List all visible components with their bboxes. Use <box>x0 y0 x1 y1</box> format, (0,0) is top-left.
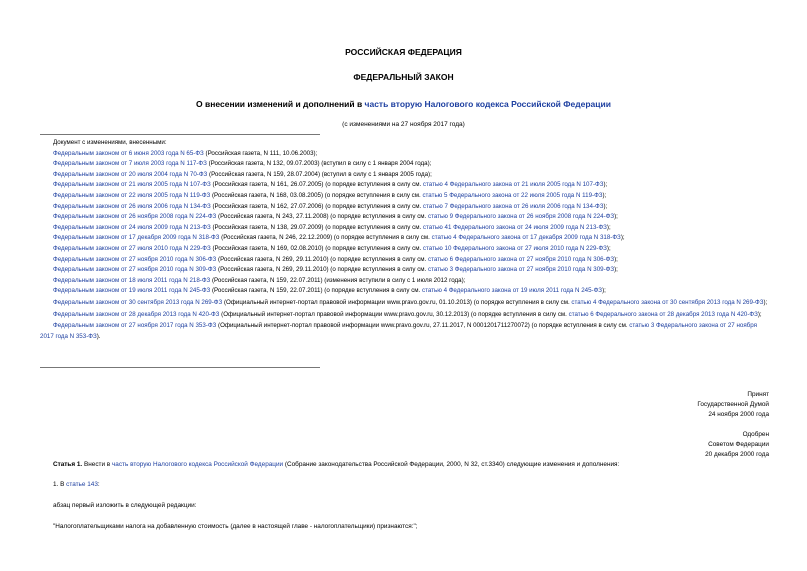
amendment-item <box>40 202 770 213</box>
amendment-article-link[interactable]: статью 6 Федерального закона от 28 декабря 2013 года N 420-ФЗ <box>568 310 758 318</box>
revision-note: (с изменениями на 27 ноября 2017 года) <box>342 121 465 128</box>
amendment-article-link[interactable]: статью 3 Федерального закона от 27 ноября 2010 года N 309-ФЗ <box>428 266 615 274</box>
article-1 <box>40 461 780 468</box>
amendment-item <box>40 212 770 223</box>
amendment-text: ); <box>614 266 618 274</box>
adoption-line: 24 ноября 2000 года <box>708 411 769 418</box>
amendment-item <box>40 265 770 276</box>
amendment-text: ); <box>603 202 608 210</box>
amendment-item <box>40 170 770 181</box>
amendment-item <box>40 321 770 342</box>
amendment-text: ); <box>614 213 618 221</box>
amendment-law-link[interactable]: Федеральным законом от 27 июля 2010 года N 229-ФЗ <box>53 244 211 252</box>
amendment-text: (Российская газета, N 168, 03.08.2005) (о порядке вступления в силу см. <box>210 191 423 199</box>
amendment-text: ). <box>96 332 101 340</box>
paragraph <box>40 502 780 509</box>
amendment-law-link[interactable]: Федеральным законом от 17 декабря 2009 года N 318-ФЗ <box>53 234 220 242</box>
law-type-heading: ФЕДЕРАЛЬНЫЙ ЗАКОН <box>353 72 454 82</box>
amendment-law-link[interactable]: Федеральным законом от 6 июня 2003 года N 65-ФЗ <box>53 149 204 157</box>
amendment-text: ); <box>602 191 607 199</box>
article-label: Статья 1. <box>53 461 83 468</box>
adoption-line: Одобрен <box>742 431 769 438</box>
adoption-council <box>569 430 769 460</box>
amendment-law-link[interactable]: Федеральным законом от 18 июля 2011 года N 218-ФЗ <box>53 276 211 284</box>
amendment-law-link[interactable]: Федеральным законом от 27 ноября 2010 года N 309-ФЗ <box>53 266 217 274</box>
amendments-list <box>40 138 770 342</box>
amendment-item <box>40 276 770 287</box>
amendment-text: (Российская газета, N 246, 22.12.2009) (о порядке вступления в силу см. <box>219 234 432 242</box>
amendment-law-link[interactable]: Федеральным законом от 21 июля 2005 года N 107-ФЗ <box>53 181 211 189</box>
amendment-text: (Российская газета, N 161, 26.07.2005) (о порядке вступления в силу см. <box>210 181 423 189</box>
amendment-text: (Российская газета, N 269, 29.11.2010) (о порядке вступления в силу см. <box>216 255 428 263</box>
amendment-law-link[interactable]: Федеральным законом от 26 ноября 2008 года N 224-ФЗ <box>53 213 217 221</box>
amendment-text: ); <box>602 287 606 295</box>
amendment-item <box>40 149 770 160</box>
amendment-text: (Российская газета, N 159, 22.07.2011) (о порядке вступления в силу см. <box>210 287 422 295</box>
amendment-text: (Российская газета, N 132, 09.07.2003) (вступил в силу с 1 января 2004 года); <box>206 160 432 168</box>
amendment-item <box>40 223 770 234</box>
adoption-line: 20 декабря 2000 года <box>705 451 769 458</box>
amendment-item <box>40 191 770 202</box>
amendment-law-link[interactable]: Федеральным законом от 30 сентября 2013 года N 269-ФЗ <box>53 298 223 306</box>
amendment-law-link[interactable]: Федеральным законом от 20 июля 2004 года N 70-ФЗ <box>53 170 208 178</box>
quote <box>40 523 780 530</box>
top-divider <box>40 134 320 135</box>
title-prefix: О внесении изменений и дополнений в <box>196 99 365 109</box>
amendment-article-link[interactable]: статью 10 Федерального закона от 27 июля 2010 года N 229-ФЗ <box>422 244 607 252</box>
adoption-line: Советом Федерации <box>708 441 769 448</box>
item-text: : <box>97 481 100 488</box>
amendment-law-link[interactable]: Федеральным законом от 28 декабря 2013 года N 420-ФЗ <box>53 310 220 318</box>
amendment-article-link[interactable]: статью 3 Федерального закона от 27 ноября 2017 года N 353-ФЗ <box>40 322 757 340</box>
amendment-text: ); <box>614 255 618 263</box>
amendment-article-link[interactable]: статью 5 Федерального закона от 22 июля 2005 года N 119-ФЗ <box>422 191 603 199</box>
amendment-article-link[interactable]: статью 4 Федерального закона от 17 декабря 2009 года N 318-ФЗ <box>431 234 621 242</box>
amendment-text: ); <box>763 298 768 306</box>
amendment-text: (Официальный интернет-портал правовой информации www.pravo.gov.ru, 27.11.2017, N 0001201711270072) (о порядке вступления в силу см. <box>216 322 630 330</box>
amendment-text: (Российская газета, N 138, 29.07.2009) (о порядке вступления в силу см. <box>210 223 423 231</box>
amendment-text: (Российская газета, N 159, 22.07.2011) (изменения вступили в силу с 1 июля 2012 года); <box>210 276 466 284</box>
amendment-law-link[interactable]: Федеральным законом от 27 ноября 2017 года N 353-ФЗ <box>53 322 217 330</box>
amendment-text: ); <box>606 244 611 252</box>
amendment-text: (Российская газета, N 269, 29.11.2010) (о порядке вступления в силу см. <box>216 266 428 274</box>
amendment-text: (Российская газета, N 111, 10.06.2003); <box>203 149 318 157</box>
item-1 <box>40 481 780 488</box>
amendment-law-link[interactable]: Федеральным законом от 24 июля 2009 года N 213-ФЗ <box>53 223 211 231</box>
paragraph-text: абзац первый изложить в следующей редакции: <box>53 502 197 509</box>
amendment-article-link[interactable]: статью 7 Федерального закона от 26 июля 2006 года N 134-ФЗ <box>422 202 604 210</box>
article-text: Внести в <box>82 461 112 468</box>
article-link[interactable]: часть вторую Налогового кодекса Российской Федерации <box>111 461 284 468</box>
amendments-intro: Документ с изменениями, внесенными: <box>53 139 167 146</box>
amendment-text: (Российская газета, N 159, 28.07.2004) (вступил в силу с 1 января 2005 года); <box>207 170 432 178</box>
adoption-line: Государственной Думой <box>697 401 769 408</box>
amendment-article-link[interactable]: статью 4 Федерального закона от 21 июля 2005 года N 107-ФЗ <box>422 181 604 189</box>
amendment-law-link[interactable]: Федеральным законом от 22 июля 2005 года N 119-ФЗ <box>53 191 211 199</box>
document-title <box>0 99 807 109</box>
amendment-law-link[interactable]: Федеральным законом от 19 июля 2011 года N 245-ФЗ <box>53 287 211 295</box>
bottom-divider <box>40 367 320 368</box>
country-heading: РОССИЙСКАЯ ФЕДЕРАЦИЯ <box>345 47 462 57</box>
amendment-item <box>40 180 770 191</box>
amendment-law-link[interactable]: Федеральным законом от 26 июля 2006 года N 134-ФЗ <box>53 202 211 210</box>
amendment-article-link[interactable]: статью 4 Федерального закона от 30 сентября 2013 года N 269-ФЗ <box>571 298 764 306</box>
amendment-item <box>40 255 770 266</box>
title-link[interactable]: часть вторую Налогового кодекса Российской Федерации <box>364 99 611 109</box>
article-text: (Собрание законодательства Российской Федерации, 2000, N 32, ст.3340) следующие изменения и дополнения: <box>283 461 620 468</box>
amendment-law-link[interactable]: Федеральным законом от 7 июля 2003 года N 117-ФЗ <box>53 160 207 168</box>
amendment-text: ); <box>620 234 625 242</box>
amendment-text: (Российская газета, N 243, 27.11.2008) (о порядке вступления в силу см. <box>216 213 428 221</box>
amendment-article-link[interactable]: статью 6 Федерального закона от 27 ноября 2010 года N 306-ФЗ <box>428 255 615 263</box>
quote-text: "Налогоплательщиками налога на добавленную стоимость (далее в настоящей главе - налогоплательщики) признаются:"; <box>53 523 418 530</box>
amendment-article-link[interactable]: статью 41 Федерального закона от 24 июля 2009 года N 213-ФЗ <box>422 223 607 231</box>
amendment-text: (Российская газета, N 162, 27.07.2006) (о порядке вступления в силу см. <box>210 202 423 210</box>
amendment-item <box>40 244 770 255</box>
amendment-text: ); <box>757 310 762 318</box>
amendment-text: (Официальный интернет-портал правовой информации www.pravo.gov.ru, 01.10.2013) (о порядке вступления в силу см. <box>222 298 572 306</box>
adoption-line: Принят <box>747 391 769 398</box>
amendment-article-link[interactable]: статью 9 Федерального закона от 26 ноября 2008 года N 224-ФЗ <box>428 213 615 221</box>
amendment-item <box>40 159 770 170</box>
item-text: 1. В <box>53 481 67 488</box>
amendment-item <box>40 298 770 309</box>
amendment-item <box>40 286 770 297</box>
amendment-article-link[interactable]: статью 4 Федерального закона от 19 июля 2011 года N 245-ФЗ <box>421 287 603 295</box>
amendment-text: (Российская газета, N 169, 02.08.2010) (о порядке вступления в силу см. <box>210 244 423 252</box>
item-link[interactable]: статье 143 <box>66 481 98 488</box>
amendment-item <box>40 233 770 244</box>
amendment-text: ); <box>603 181 608 189</box>
amendment-text: ); <box>606 223 611 231</box>
amendment-law-link[interactable]: Федеральным законом от 27 ноября 2010 года N 306-ФЗ <box>53 255 217 263</box>
adoption-duma <box>569 390 769 420</box>
amendment-item <box>40 310 770 321</box>
amendment-text: (Официальный интернет-портал правовой информации www.pravo.gov.ru, 30.12.2013) (о порядке вступления в силу см. <box>219 310 569 318</box>
